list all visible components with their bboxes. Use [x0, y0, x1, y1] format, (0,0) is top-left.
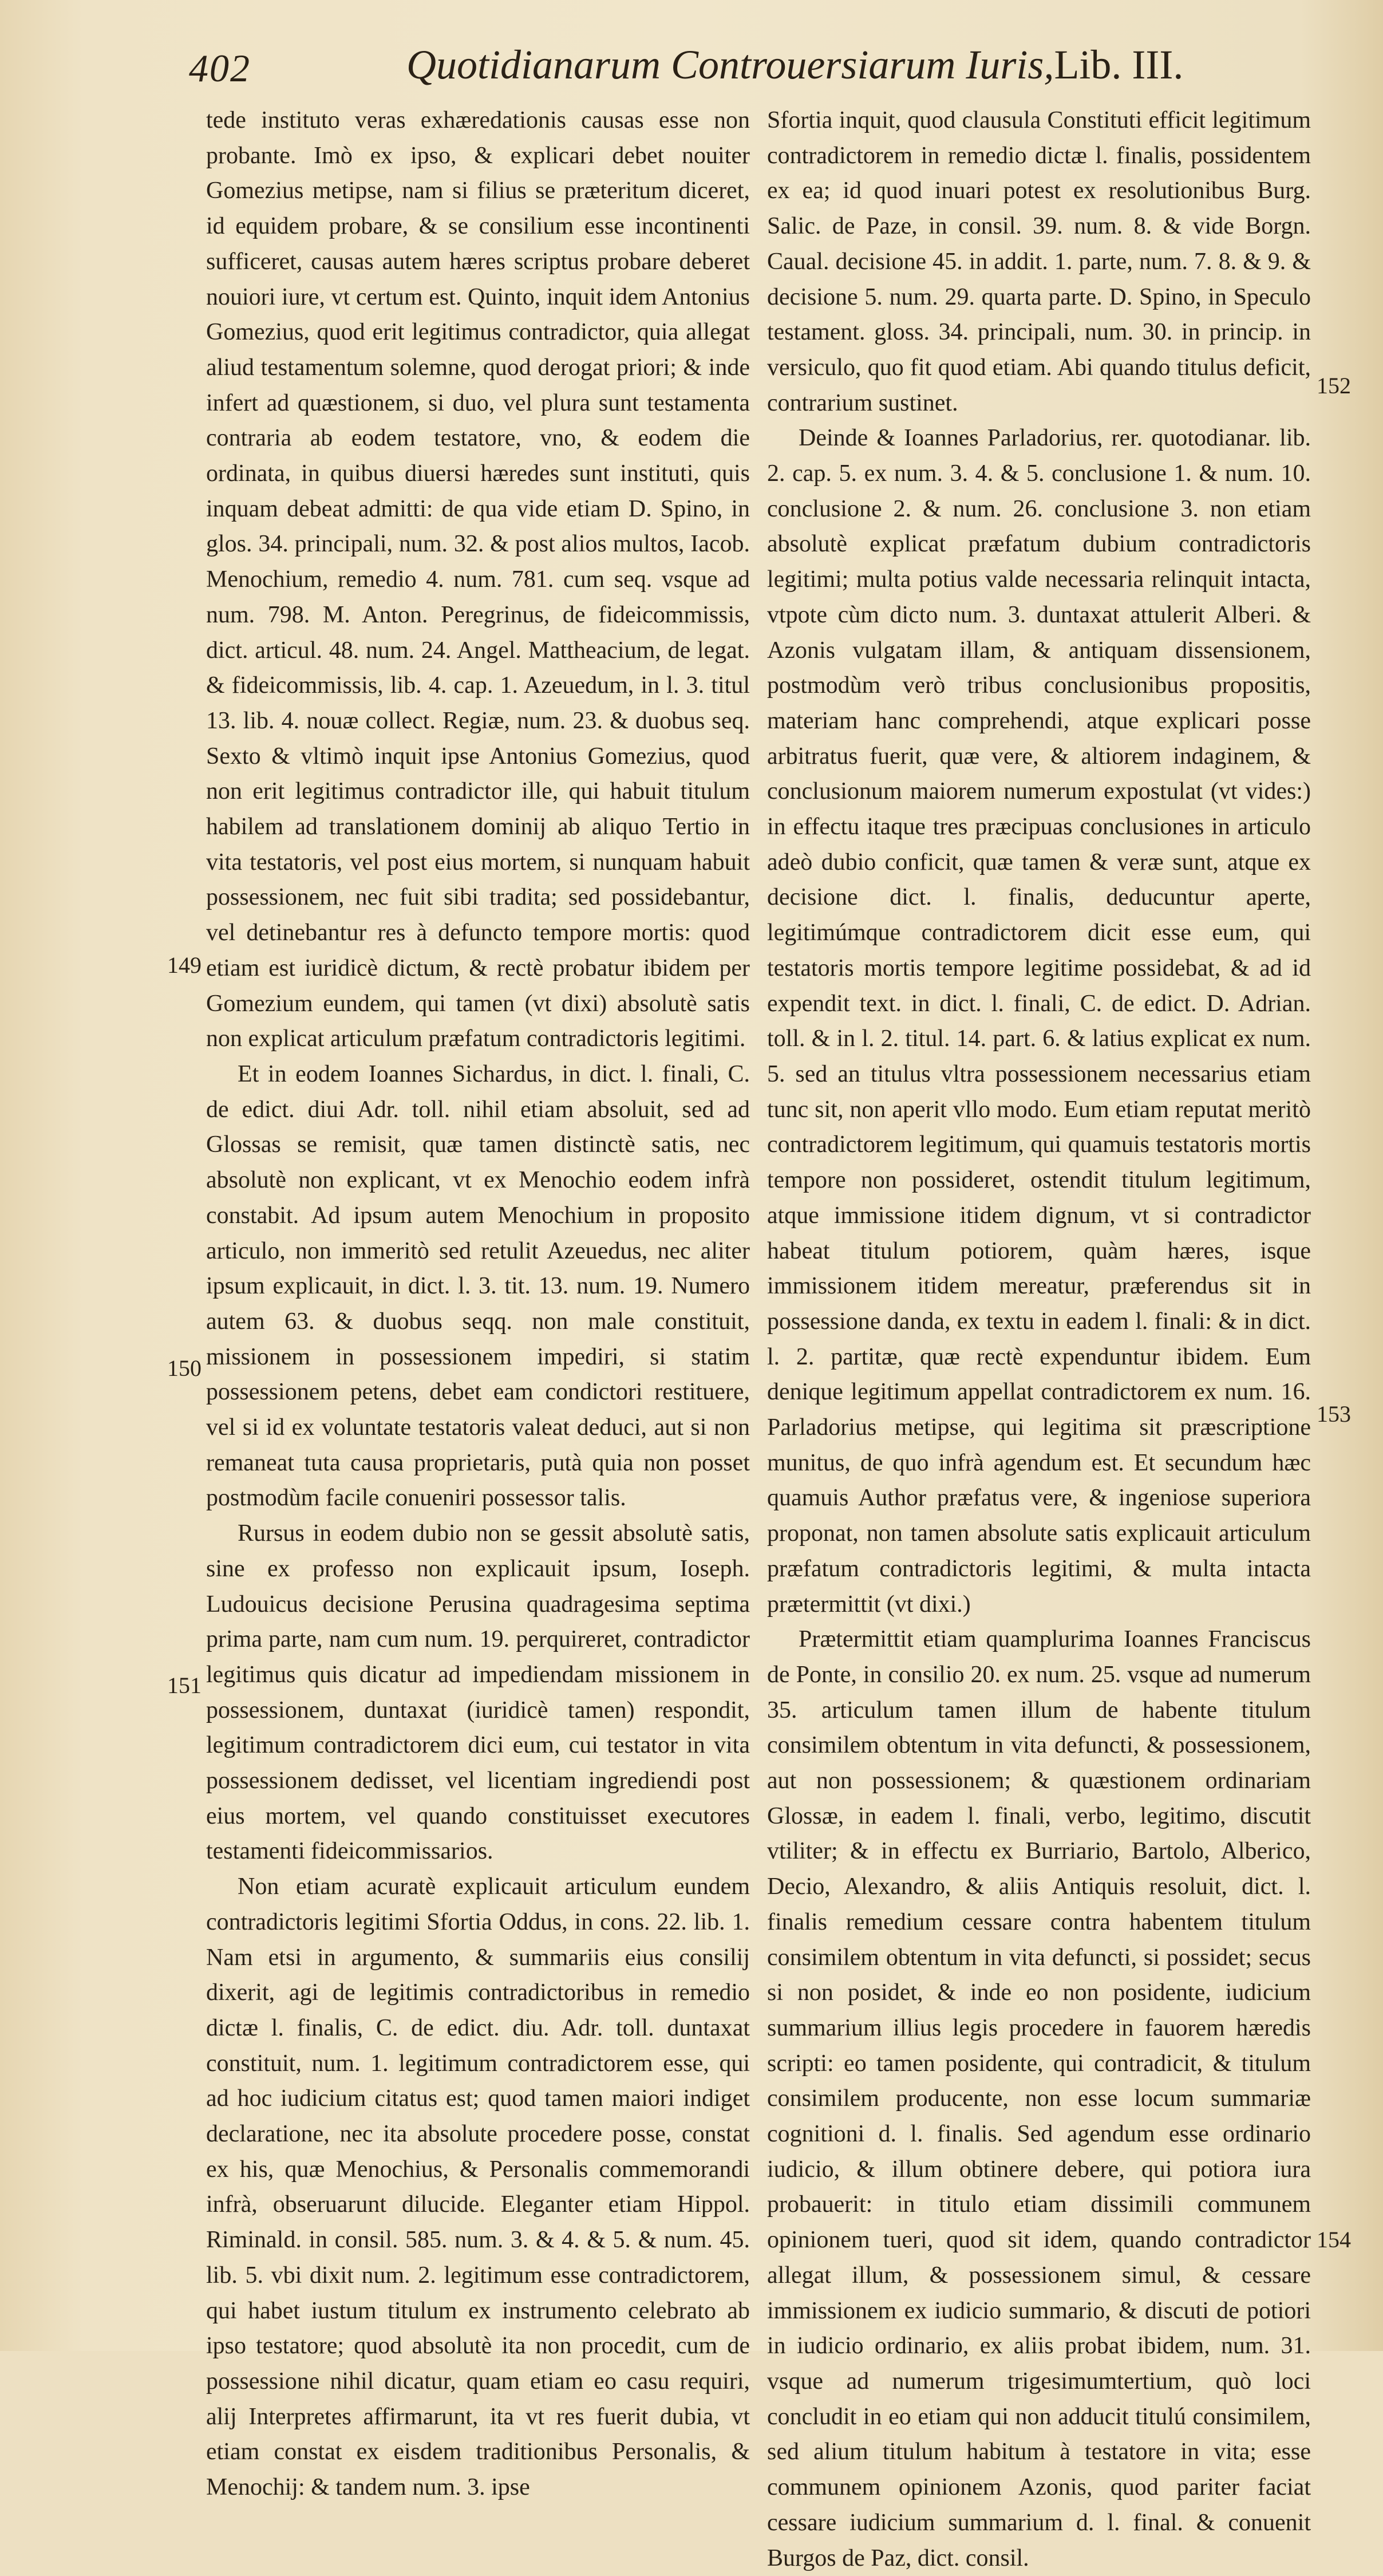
paragraph: Rursus in eodem dubio non se gessit absolutè satis, sine ex professo non explicauit ipsum, Ioseph. Ludouicus decisione Perusina quadragesima septima prima parte, nam cum num. 19. perquireret, contradictor legitimus quis dicatur ad impediendam missionem in possessionem, duntaxat (iuridicè tamen) respondit, legitimum contradictorem dici eum, cui testator in vita possessionem dedisset, vel licentiam ingrediendi post eius mortem, vel quando constituisset executores testamenti fideicommissarios.: [206, 1520, 750, 1865]
paragraph: Sfortia inquit, quod clausula Constituti efficit legitimum contradictorem in remedio dictæ l. finalis, possidentem ex ea; id quod inuari potest ex resolutionibus Burg. Salic. de Paze, in consil. 39. num. 8. & vide Borgn. Caual. decisione 45. in addit. 1. parte, num. 7. 8. & 9. & decisione 5. num. 29. quarta parte. D. Spino, in Speculo testament. gloss. 34. principali, num. 30. in princip. in versiculo, quo fit quod etiam. Abi quando titulus deficit, contrarium sustinet.: [767, 107, 1311, 416]
running-title: [406, 41, 1183, 89]
paragraph: Non etiam acuratè explicauit articulum eundem contradictoris legitimi Sfortia Oddus, in cons. 22. lib. 1. Nam etsi in argumento, & summariis eius consilij dixerit, agi de legitimis contradictoribus in remedio dictæ l. finalis, C. de edict. diu. Adr. toll. duntaxat constituit, num. 1. legitimum contradictorem esse, qui ad hoc iudicium citatus est; quod tamen maiori indiget declaratione, nec ita absolute procedere posse, constat ex his, quæ Menochius, & Personalis commemorandi infrà, obseruarunt dilucide. Eleganter etiam Hippol. Riminald. in consil. 585. num. 3. & 4. & 5. & num. 45. lib. 5. vbi dixit num. 2. legitimum esse contradictorem, qui habet iustum titulum ex instrumento celebrato ab ipso testatore; quod absolutè ita non procedit, cum de possessione nihil dicatur, quam etiam eo casu requiri, alij Interpretes affirmarunt, ita vt res fuerit dubia, vt etiam constat ex eisdem traditionibus Personalis, & Menochij: & tandem num. 3. ipse: [206, 1873, 750, 2501]
margin-number: 152: [1317, 373, 1351, 399]
paragraph: tede instituto veras exhæredationis causas esse non probante. Imò ex ipso, & explicari debet nouiter Gomezius metipse, nam si filius se præteritum diceret, id equidem probare, & se consilium esse incontinenti sufficeret, causas autem hæres scriptus probare deberet nouiori iure, vt certum est. Quinto, inquit idem Antonius Gomezius, quod erit legitimus contradictor, quia allegat aliud testamentum solemne, quod derogat priori; & inde infert ad quæstionem, si duo, vel plura sunt testamenta contraria ab eodem testatore, vno, & eodem die ordinata, in quibus diuersi hæredes sunt instituti, quis inquam debeat admitti: de qua vide etiam D. Spino, in glos. 34. principali, num. 32. & post alios multos, Iacob. Menochium, remedio 4. num. 781. cum seq. vsque ad num. 798. M. Anton. Peregrinus, de fideicommissis, dict. articul. 48. num. 24. Angel. Mattheacium, de legat. & fideicommissis, lib. 4. cap. 1. Azeuedum, in l. 3. titul 13. lib. 4. nouæ collect. Regiæ, num. 23. & duobus seq. Sexto & vltimò inquit ipse Antonius Gomezius, quod non erit legitimus contradictor ille, qui habuit titulum habilem ad translationem dominij ab aliquo Tertio in vita testatoris, vel post eius mortem, si nunquam habuit possessionem, nec fuit sibi tradita; sed possidebantur, vel detinebantur res à defuncto tempore mortis: quod etiam est iuridicè dictum, & rectè probatur ibidem per Gomezium eundem, qui tamen (vt dixi) absolutè satis non explicat articulum præfatum contradictoris legitimi.: [206, 107, 750, 1052]
paragraph: Deinde & Ioannes Parladorius, rer. quotodianar. lib. 2. cap. 5. ex num. 3. 4. & 5. conclusione 1. & num. 10. conclusione 2. & num. 26. conclusione 3. non etiam absolutè explicat præfatum dubium contradictoris legitimi; multa potius valde necessaria relinquit intacta, vtpote cùm dicto num. 3. duntaxat attulerit Alberi. & Azonis vulgatam illam, & antiquam dissensionem, postmodùm verò tribus conclusionibus propositis, materiam hanc comprehendi, atque explicari posse arbitratus fuerit, quæ vere, & altiorem indaginem, & conclusionum maiorem numerum expostulat (vt vides:) in effectu itaque tres præcipuas conclusiones in articulo adeò dubio conficit, quæ tamen & veræ sunt, atque ex decisione dict. l. finalis, deducuntur aperte, legitimúmque contradictorem dicit esse eum, qui testatoris mortis tempore legitime possidebat, & ad id expendit text. in dict. l. finali, C. de edict. D. Adrian. toll. & in l. 2. titul. 14. part. 6. & latius explicat ex num. 5. sed an titulus vltra possessionem necessarius etiam tunc sit, non aperit vllo modo. Eum etiam reputat meritò contradictorem legitimum, qui quamuis testatoris mortis tempore non possideret, ostendit titulum legitimum, atque immissione itidem dignum, vt si contradictor habeat titulum potiorem, quàm hæres, isque immissionem itidem mereatur, præferendus sit in possessione danda, ex textu in eadem l. finali: & in dict. l. 2. partitæ, quæ rectè expenduntur ibidem. Eum denique legitimum appellat contradictorem ex num. 16. Parladorius metipse, qui legitima sit præscriptione munitus, de quo infrà agendum est. Et secundum hæc quamuis Author præfatus vere, & ingeniose superiora proponat, non tamen absolute satis explicauit articulum præfatum contradictoris legitimi, & multa intacta prætermittit (vt dixi.): [767, 425, 1311, 1618]
margin-number: 153: [1317, 1401, 1351, 1427]
running-title-text: Quotidianarum Controuersiarum Iuris,: [406, 42, 1054, 88]
margin-number: 151: [167, 1672, 201, 1698]
margin-number: 150: [167, 1355, 201, 1381]
page-header: [189, 41, 1184, 104]
margin-number: 154: [1317, 2227, 1351, 2252]
page-number: 402: [189, 46, 251, 90]
paragraph: Et in eodem Ioannes Sichardus, in dict. l. finali, C. de edict. diui Adr. toll. nihil etiam absoluit, sed ad Glossas se remisit, quæ tamen distinctè satis, nec absolutè non explicant, vt ex Menochio eodem infrà constabit. Ad ipsum autem Menochium in proposito articulo, non immeritò sed retulit Azeuedus, nec aliter ipsum explicauit, in dict. l. 3. tit. 13. num. 19. Numero autem 63. & duobus seqq. non male constituit, missionem in possessionem impediri, si statim possessionem petens, debet eam condictori restituere, vel si id ex voluntate testatoris valeat deduci, aut si non remaneat tuta causa proprietaris, putà quia non posset postmodùm facile conueniri possessor talis.: [206, 1060, 750, 1512]
margin-number: 149: [167, 952, 201, 978]
left-column: [206, 103, 750, 2506]
running-title-book: Lib. III.: [1054, 42, 1184, 88]
paragraph: Prætermittit etiam quamplurima Ioannes Franciscus de Ponte, in consilio 20. ex num. 25. vsque ad numerum 35. articulum tamen illum de habente titulum consimilem obtentum in vita defuncti, & possessionem, aut non possessionem; & quæstionem ordinariam Glossæ, in eadem l. finali, verbo, legitimo, discutit vtiliter; & in effectu ex Burriario, Bartolo, Alberico, Decio, Alexandro, & aliis Antiquis resoluit, dict. l. finalis remedium cessare contra habentem titulum consimilem obtentum in vita defuncti, si possidet; secus si non posidet, & inde eo non posidente, iudicium summarium illius legis procedere in fauorem hæredis scripti: eo tamen posidente, qui contradicit, & titulum consimilem producente, non esse locum summariæ cognitioni d. l. finalis. Sed agendum esse ordinario iudicio, & illum obtinere debere, qui potiora iura probauerit: in titulo etiam dissimili communem opinionem tueri, quod sit idem, quando contradictor allegat illum, & possessionem simul, & cessare immissionem ex iudicio summario, & discuti de potiori in iudicio ordinario, ex aliis probat ibidem, num. 31. vsque ad numerum trigesimumtertium, quò loci concludit in eo etiam qui non adducit titulú consimilem, sed alium titulum habitum à testatore in vita; esse communem opinionem Azonis, quod pariter faciat cessare iudicium summarium d. l. final. & conuenit Burgos de Paz, dict. consil.: [767, 1626, 1311, 2571]
right-column: [767, 103, 1311, 2576]
